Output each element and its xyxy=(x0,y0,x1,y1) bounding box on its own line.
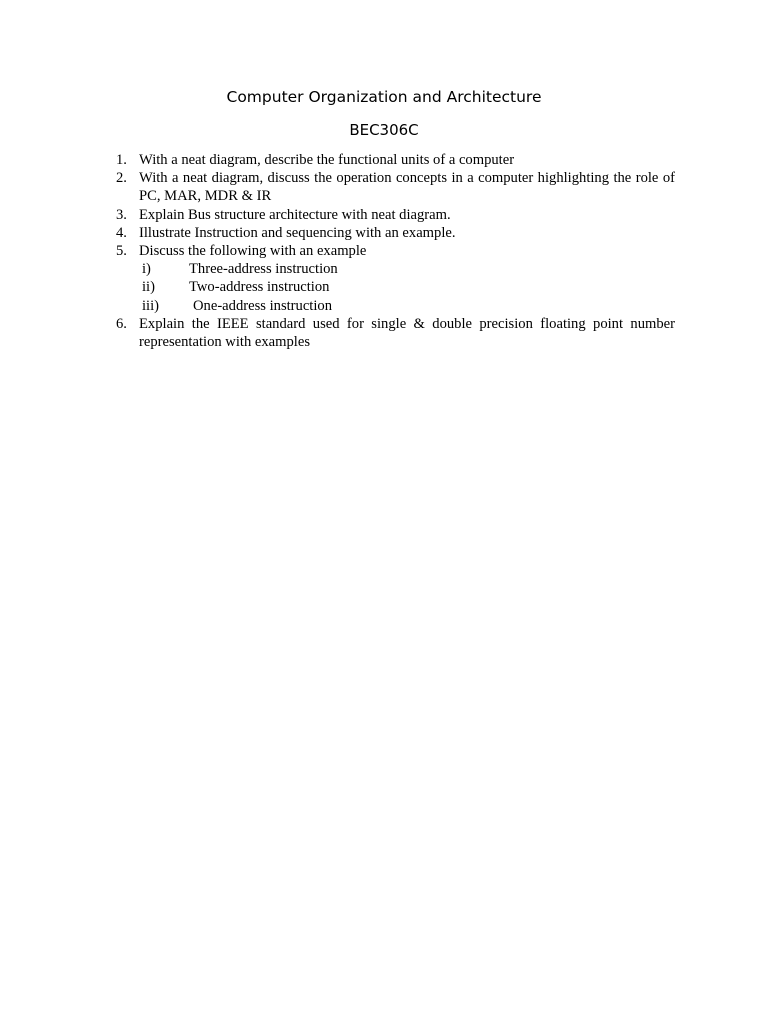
question-number: 4. xyxy=(116,224,127,241)
sub-question-text: Three-address instruction xyxy=(189,261,338,278)
sub-question-number: ii) xyxy=(142,279,155,296)
question-text: Explain Bus structure architecture with neat diagram. xyxy=(139,206,451,223)
question-item xyxy=(110,206,675,224)
question-item xyxy=(110,151,675,169)
sub-question-item xyxy=(139,278,675,296)
sub-question-item xyxy=(139,260,675,278)
question-number: 5. xyxy=(116,243,127,260)
sub-question-item xyxy=(139,297,675,315)
question-number: 6. xyxy=(116,315,127,332)
question-item xyxy=(110,315,675,351)
course-code: BEC306C xyxy=(349,121,419,139)
question-text: With a neat diagram, discuss the operation concepts in a computer highlighting the role of PC, MAR, MDR & IR xyxy=(139,170,675,205)
question-number: 2. xyxy=(116,170,127,187)
sub-question-number: iii) xyxy=(142,297,160,314)
question-number: 1. xyxy=(116,152,127,168)
question-text: With a neat diagram, describe the functional units of a computer xyxy=(139,152,515,168)
question-item xyxy=(110,169,675,205)
question-item xyxy=(110,242,675,315)
sub-question-list xyxy=(139,260,675,315)
question-list xyxy=(110,151,675,351)
question-text: Explain the IEEE standard used for single & double precision floating point number representation with examples xyxy=(139,315,675,350)
question-number: 3. xyxy=(116,206,127,223)
question-text: Illustrate Instruction and sequencing with an example. xyxy=(139,224,456,241)
question-text: Discuss the following with an example xyxy=(139,243,367,260)
document-title: Computer Organization and Architecture xyxy=(226,88,542,106)
sub-question-number: i) xyxy=(142,261,151,278)
question-item xyxy=(110,224,675,242)
sub-question-text: One-address instruction xyxy=(193,297,333,314)
sub-question-text: Two-address instruction xyxy=(189,279,330,296)
